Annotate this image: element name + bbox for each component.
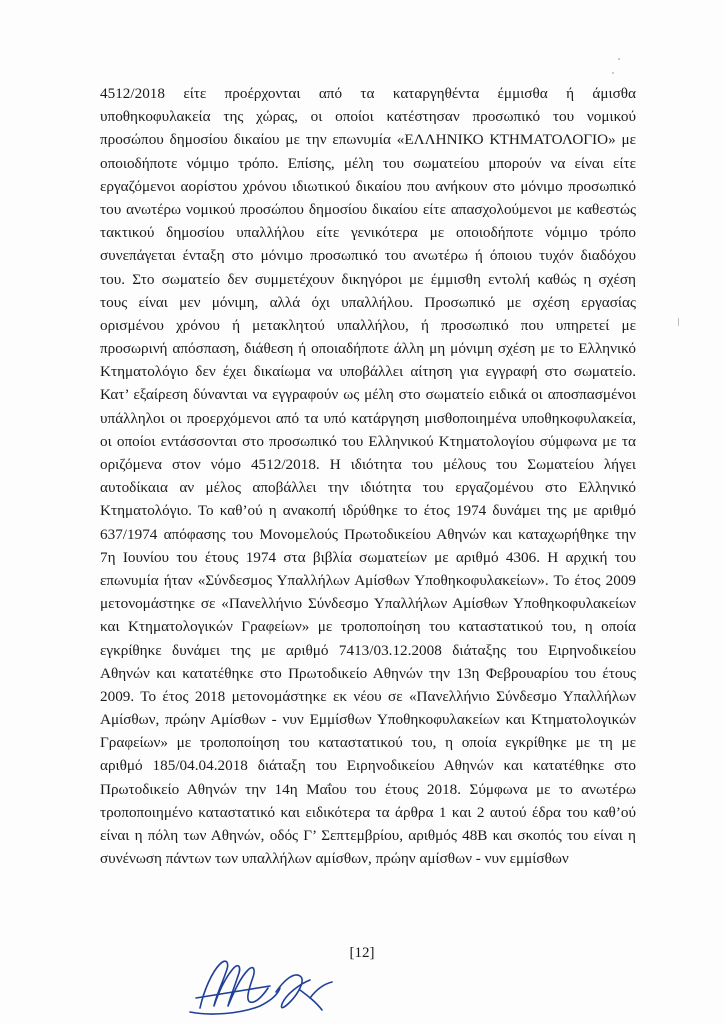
text-line: προσώπου δημοσίου δικαίου με την επωνυμία «ΕΛΛΗΝΙΚΟ ΚΤΗΜΑΤΟΛΟΓΙΟ» με: [100, 131, 636, 149]
text-line: επωνυμία ήταν «Σύνδεσμος Υπαλλήλων Αμίσθων Υποθηκοφυλακείων». Το έτος 2009: [100, 571, 636, 589]
text-line: υπάλληλοι οι προερχόμενοι από τα υπό κατάργηση μισθοποιημένα υποθηκοφυλακεία,: [100, 409, 636, 427]
text-line: οι οποίοι εντάσσονται στο προσωπικό του Ελληνικού Κτηματολογίου σύμφωνα με τα: [100, 432, 636, 450]
text-line: τακτικού δημοσίου υπαλλήλου είτε γενικότερα με οποιοδήποτε νόμιμο τρόπο: [100, 224, 636, 242]
text-line: προσωρινή απόσπαση, διάθεση ή οποιαδήποτε άλλη μη μόνιμη σχέση με το Ελληνικό: [100, 340, 636, 358]
text-line: μετονομάστηκε σε «Πανελλήνιο Σύνδεσμο Υπαλλήλων Αμίσθων Υποθηκοφυλακείων: [100, 595, 636, 613]
text-line: και Κτηματολογικών Γραφείων» με τροποποίηση του καταστατικού του, η οποία: [100, 618, 636, 636]
text-line: είναι η πόλη των Αθηνών, οδός Γ’ Σεπτεμβρίου, αριθμός 48Β και σκοπός του είναι η: [100, 827, 636, 844]
text-line: του. Στο σωματείο δεν συμμετέχουν δικηγόροι με έμμισθη εντολή καθώς η σχέση: [100, 270, 636, 288]
text-line: Κτηματολόγιο. Το καθ’ού η ανακοπή ιδρύθηκε το έτος 1974 δυνάμει της με αριθμό: [100, 502, 636, 520]
text-line: Γραφείων» με τροποποίηση του καταστατικού του, η οποία εγκρίθηκε με τη με: [100, 734, 636, 752]
scan-speck: [612, 72, 614, 74]
text-line: Αμίσθων, πρώην Αμίσθων - νυν Εμμίσθων Υποθηκοφυλακείων και Κτηματολογικών: [100, 711, 636, 729]
scan-speck: [618, 58, 620, 60]
text-line: οποιοδήποτε νόμιμο τρόπο. Επίσης, μέλη του σωματείου μπορούν να είναι είτε: [100, 154, 636, 172]
text-line: Κατ’ εξαίρεση δύνανται να εγγραφούν ως μέλη στο σωματείο ειδικά οι αποσπασμένοι: [100, 386, 636, 404]
text-line: συνένωση πάντων των υπαλλήλων αμίσθων, πρώην αμίσθων - νυν εμμίσθων: [100, 850, 569, 868]
text-line: ορισμένου χρόνου ή μετακλητού υπαλλήλου, ή προσωπικό που υπηρετεί με: [100, 316, 636, 334]
text-line: αριθμό 185/04.04.2018 διάταξη του Ειρηνοδικείου Αθηνών και κατατέθηκε στο: [100, 757, 636, 775]
body-text: [100, 82, 636, 870]
text-line: Πρωτοδικείο Αθηνών την 14η Μαΐου του έτους 2018. Σύμφωνα με το ανωτέρω: [100, 780, 636, 798]
text-line: Αθηνών και κατατέθηκε στο Πρωτοδικείο Αθηνών την 13η Φεβρουαρίου του έτους: [100, 664, 636, 682]
text-line: 7η Ιουνίου του έτους 1974 στα βιβλία σωματείων με αριθμό 4306. Η αρχική του: [100, 548, 636, 566]
text-line: οριζόμενα στον νόμο 4512/2018. Η ιδιότητα του μέλους του Σωματείου λήγει: [100, 456, 636, 473]
page-number: [12]: [349, 945, 375, 961]
text-line: συνεπάγεται ένταξη στο μόνιμο προσωπικό του ανωτέρω ή όποιου τυχόν διαδόχου: [100, 247, 636, 265]
text-line: 637/1974 απόφασης του Μονομελούς Πρωτοδικείου Αθηνών και καταχωρήθηκε την: [100, 525, 636, 543]
handwritten-signature: [160, 950, 350, 1020]
scan-speck: [678, 318, 679, 326]
text-line: Κτηματολόγιο δεν έχει δικαίωμα να υποβάλλει αίτηση για εγγραφή στο σωματείο.: [100, 363, 636, 381]
text-line: εργαζόμενοι αορίστου χρόνου ιδιωτικού δικαίου που ανήκουν στο μόνιμο προσωπικό: [100, 177, 636, 195]
text-line: τροποποιημένο καταστατικό και ειδικότερα τα άρθρα 1 και 2 αυτού έδρα του καθ’ού: [100, 803, 636, 821]
text-line: εγκρίθηκε δυνάμει της με αριθμό 7413/03.12.2008 διάταξης του Ειρηνοδικείου: [100, 641, 636, 659]
text-line: του ανωτέρω νομικού προσώπου δημοσίου δικαίου είτε απασχολούμενοι με καθεστώς: [100, 200, 636, 218]
text-line: αυτοδίκαια αν μέλος αποβάλλει την ιδιότητα του εργαζομένου στο Ελληνικό: [100, 479, 636, 497]
text-line: υποθηκοφυλακεία της χώρας, οι οποίοι κατέστησαν προσωπικό του νομικού: [100, 108, 636, 126]
text-line: 2009. Το έτος 2018 μετονομάστηκε εκ νέου σε «Πανελλήνιο Σύνδεσμο Υπαλλήλων: [100, 687, 636, 705]
text-line: 4512/2018 είτε προέρχονται από τα καταργηθέντα έμμισθα ή άμισθα: [100, 85, 636, 102]
text-line: τους είναι μεν μόνιμη, αλλά όχι υπαλλήλου. Προσωπικό με σχέση εργασίας: [100, 293, 636, 311]
